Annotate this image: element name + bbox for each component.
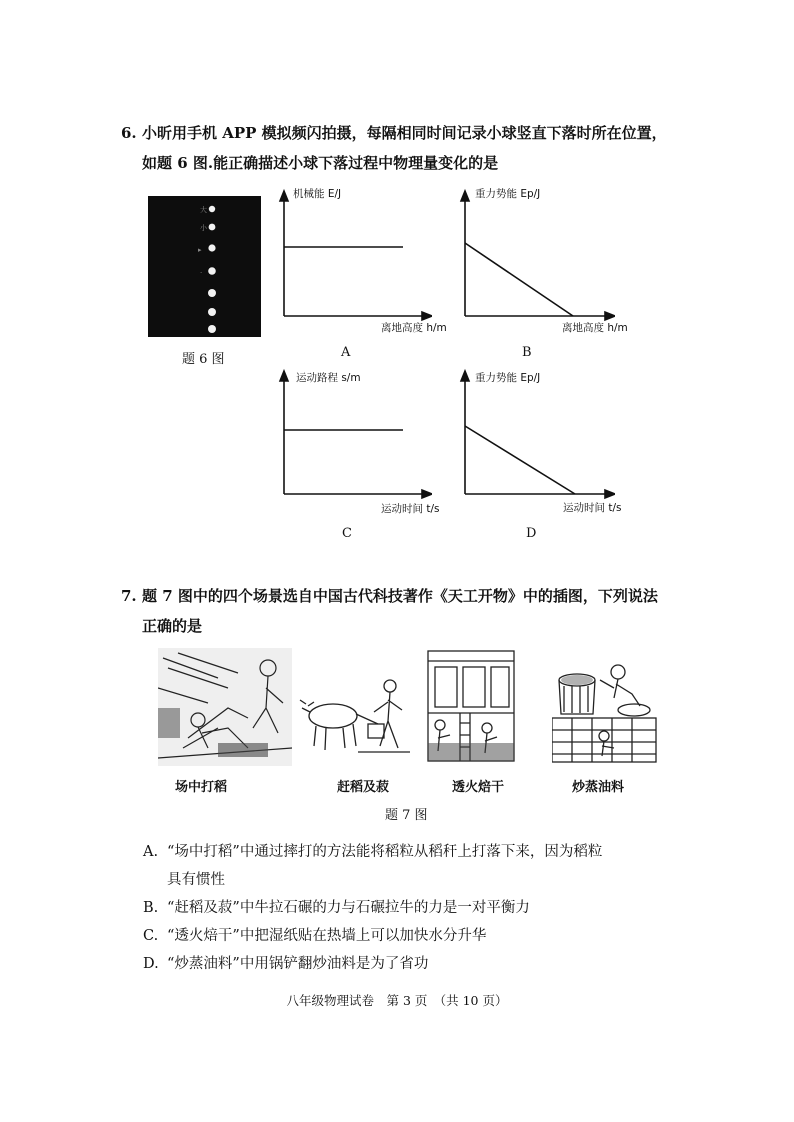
scene-oilseed-frying-illustration <box>552 658 658 766</box>
graph-d[interactable] <box>440 366 615 520</box>
scene-ox-roller-illustration <box>298 676 410 760</box>
graph-a-letter: A <box>341 345 351 360</box>
svg-text:·: · <box>200 269 203 277</box>
svg-text:小: 小 <box>200 224 207 232</box>
scene-threshing-illustration <box>158 648 292 766</box>
graph-c-y-label: 运动路程 s/m <box>296 372 361 384</box>
q6-number: 6. <box>121 124 137 142</box>
graph-b-x-label: 离地高度 h/m <box>562 322 628 334</box>
graph-d-y-label: 重力势能 Ep/J <box>475 372 541 384</box>
graph-a[interactable] <box>262 186 432 340</box>
q6-stem-line2: 如题 6 图.能正确描述小球下落过程中物理量变化的是 <box>142 154 499 172</box>
falling-ball-images <box>148 196 261 337</box>
graph-d-x-label: 运动时间 t/s <box>563 502 622 514</box>
q7-number: 7. <box>121 587 137 605</box>
graph-b[interactable] <box>440 186 615 340</box>
q6-stem-line1: 小昕用手机 APP 模拟频闪拍摄，每隔相同时间记录小球竖直下落时所在位置， <box>142 124 667 142</box>
q7-option-d-label[interactable]: D. <box>143 956 159 972</box>
svg-text:▸: ▸ <box>198 246 202 254</box>
scene-caption-oilseed-frying: 炒蒸油料 <box>572 780 625 795</box>
q7-option-b-text[interactable]: “赶稻及菽”中牛拉石碾的力与石碾拉牛的力是一对平衡力 <box>167 900 530 916</box>
q7-figure-caption: 题 7 图 <box>385 808 428 823</box>
graph-c-letter: C <box>342 526 352 541</box>
scene-paper-drying-illustration <box>425 643 520 768</box>
q7-option-c-label[interactable]: C. <box>143 928 159 944</box>
strobe-photo <box>148 196 261 337</box>
graph-a-y-label: 机械能 E/J <box>293 188 342 200</box>
graph-b-letter: B <box>522 345 532 360</box>
q6-figure-caption: 题 6 图 <box>182 352 225 367</box>
graph-c-x-label: 运动时间 t/s <box>381 503 440 515</box>
scene-caption-ox-roller: 赶稻及菽 <box>337 780 390 795</box>
graph-a-x-label: 离地高度 h/m <box>381 322 447 334</box>
q7-option-d-text[interactable]: “炒蒸油料”中用锅铲翻炒油料是为了省功 <box>167 956 429 972</box>
q7-stem-line2: 正确的是 <box>142 617 203 635</box>
q7-option-a-label[interactable]: A. <box>143 844 159 860</box>
graph-b-y-label: 重力势能 Ep/J <box>475 188 541 200</box>
q7-option-c-text[interactable]: “透火焙干”中把湿纸贴在热墙上可以加快水分升华 <box>167 928 487 944</box>
q7-option-b-label[interactable]: B. <box>143 900 159 916</box>
q7-option-a-text-cont[interactable]: 具有惯性 <box>167 872 225 888</box>
svg-text:大: 大 <box>200 206 207 214</box>
graph-c[interactable] <box>262 366 432 520</box>
q7-option-a-text[interactable]: “场中打稻”中通过摔打的方法能将稻粒从稻秆上打落下来，因为稻粒 <box>167 844 603 860</box>
scene-caption-threshing: 场中打稻 <box>175 780 228 795</box>
scene-caption-paper-drying: 透火焙干 <box>452 780 505 795</box>
q7-stem-line1: 题 7 图中的四个场景选自中国古代科技著作《天工开物》中的插图，下列说法 <box>142 587 658 605</box>
graph-d-letter: D <box>526 526 537 541</box>
page-footer: 八年级物理试卷 第 3 页 （共 10 页） <box>286 993 508 1008</box>
